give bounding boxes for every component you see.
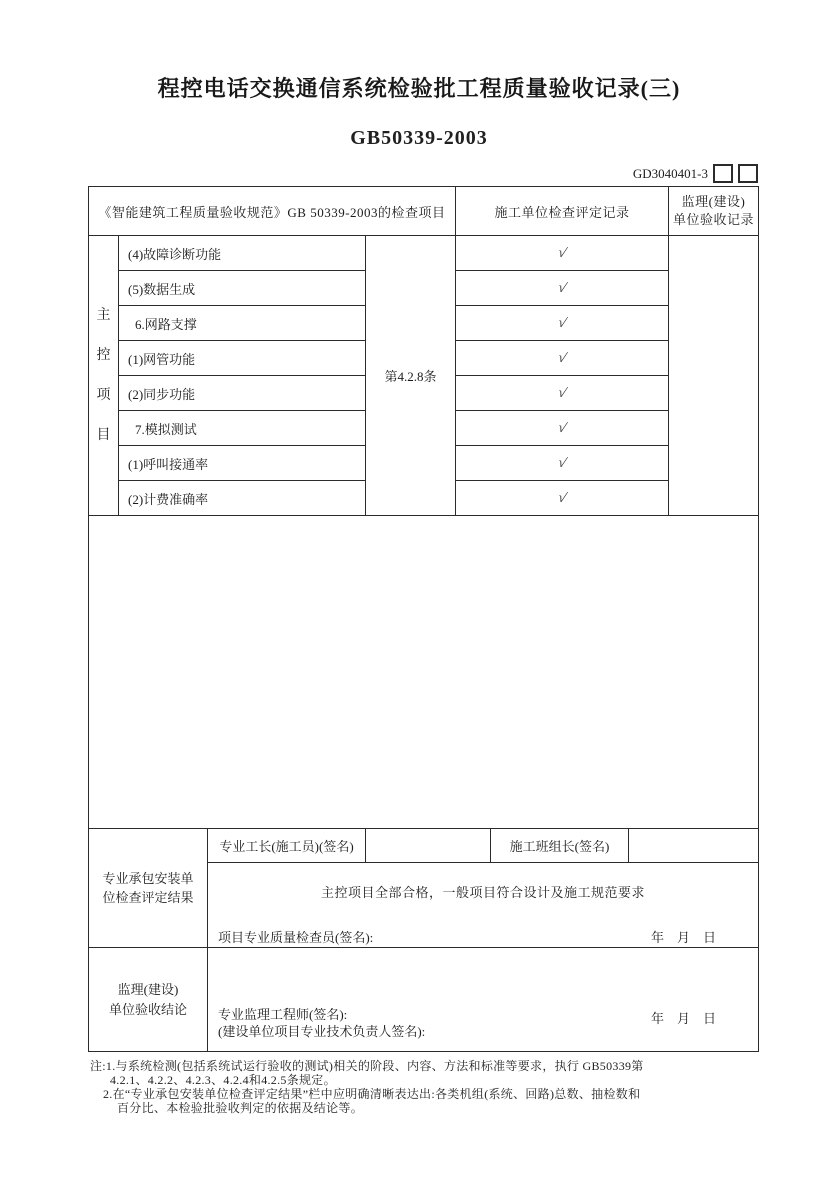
form-code-row — [0, 164, 758, 183]
document-page — [0, 72, 838, 1186]
contractor-conclusion-cell — [208, 863, 759, 948]
document-title: 程控电话交换通信系统检验批工程质量验收记录(三) — [157, 76, 681, 101]
result-cell — [456, 306, 669, 341]
owner-signature-label: (建设单位项目专业技术负责人签名): — [218, 1024, 426, 1040]
table-row — [89, 236, 759, 271]
contractor-sign-row — [89, 829, 759, 863]
empty-record-area — [89, 516, 759, 829]
item-cell: 6.网路支撑 — [119, 306, 366, 341]
form-code-box-2 — [738, 164, 758, 183]
footnote-line: 注:1.与系统检测(包括系统试运行验收的测试)相关的阶段、内容、方法和标准等要求，执行 GB50339第 — [90, 1059, 644, 1073]
category-label: 主控项目 — [96, 307, 111, 443]
inspector-signature-line — [208, 927, 758, 946]
inspector-signature-label: 项目专业质量检查员(签名): — [218, 929, 374, 945]
item-cell: (1)呼叫接通率 — [119, 446, 366, 481]
item-cell: (1)网管功能 — [119, 341, 366, 376]
form-code-box-1 — [713, 164, 733, 183]
supervisor-signature-block — [218, 1007, 425, 1041]
supervisor-section-label — [89, 948, 208, 1052]
team-leader-signature-label: 施工班组长(签名) — [491, 829, 629, 863]
footnotes — [90, 1059, 838, 1115]
checkmark: √ — [556, 385, 569, 401]
supervisor-conclusion-cell — [208, 948, 759, 1052]
table-header-row — [89, 187, 759, 236]
checkmark: √ — [556, 350, 569, 366]
header-check-items: 《智能建筑工程质量验收规范》GB 50339-2003的检查项目 — [89, 187, 456, 236]
checkmark: √ — [556, 245, 569, 261]
checkmark: √ — [556, 420, 569, 436]
supervisor-label-line2: 单位验收结论 — [108, 1001, 187, 1017]
result-cell — [456, 376, 669, 411]
foreman-signature-label: 专业工长(施工员)(签名) — [208, 829, 366, 863]
standard-number: GB50339-2003 — [350, 127, 488, 149]
checkmark: √ — [556, 315, 569, 331]
result-cell — [456, 481, 669, 516]
empty-area-row — [89, 516, 759, 829]
contractor-date-stamp: 年 月 日 — [650, 929, 716, 945]
footnote-line: 2.在“专业承包安装单位检查评定结果”栏中应明确清晰表达出:各类机组(系统、回路)总数、抽检数和 — [103, 1087, 641, 1101]
footnote-line: 4.2.1、4.2.2、4.2.3、4.2.4和4.2.5条规定。 — [110, 1073, 336, 1087]
checkmark: √ — [556, 490, 569, 506]
contractor-section-label — [89, 829, 208, 948]
contractor-label-line1: 专业承包安装单 — [102, 870, 194, 886]
category-cell — [89, 236, 119, 516]
checkmark: √ — [556, 280, 569, 296]
inspection-table — [88, 186, 759, 829]
engineer-signature-label: 专业监理工程师(签名): — [218, 1007, 348, 1023]
item-cell: (2)同步功能 — [119, 376, 366, 411]
result-cell — [456, 236, 669, 271]
item-cell: 7.模拟测试 — [119, 411, 366, 446]
header-supervisor-record — [669, 187, 759, 236]
footnote-line: 百分比、本检验批验收判定的依据及结论等。 — [117, 1101, 364, 1115]
checkmark: √ — [556, 455, 569, 471]
header-contractor-record: 施工单位检查评定记录 — [456, 187, 669, 236]
contractor-label-line2: 位检查评定结果 — [102, 890, 194, 905]
item-cell: (4)故障诊断功能 — [119, 236, 366, 271]
supervisor-conclusion-row — [89, 948, 759, 1052]
supervisor-record-cell — [669, 236, 759, 516]
result-cell — [456, 446, 669, 481]
form-code: GD3040401-3 — [632, 165, 708, 181]
team-leader-signature-blank — [629, 829, 759, 863]
result-cell — [456, 341, 669, 376]
supervisor-date-stamp: 年 月 日 — [650, 1011, 716, 1026]
result-cell — [456, 271, 669, 306]
result-cell — [456, 411, 669, 446]
header-supervisor-line2: 单位验收记录 — [672, 212, 754, 227]
clause-cell: 第4.2.8条 — [366, 236, 456, 516]
header-supervisor-line1: 监理(建设) — [681, 194, 746, 210]
signoff-table — [88, 828, 759, 1052]
item-cell: (2)计费准确率 — [119, 481, 366, 516]
foreman-signature-blank — [366, 829, 491, 863]
item-cell: (5)数据生成 — [119, 271, 366, 306]
supervisor-label-line1: 监理(建设) — [117, 982, 179, 997]
conclusion-text: 主控项目全部合格，一般项目符合设计及施工规范要求 — [320, 884, 645, 900]
